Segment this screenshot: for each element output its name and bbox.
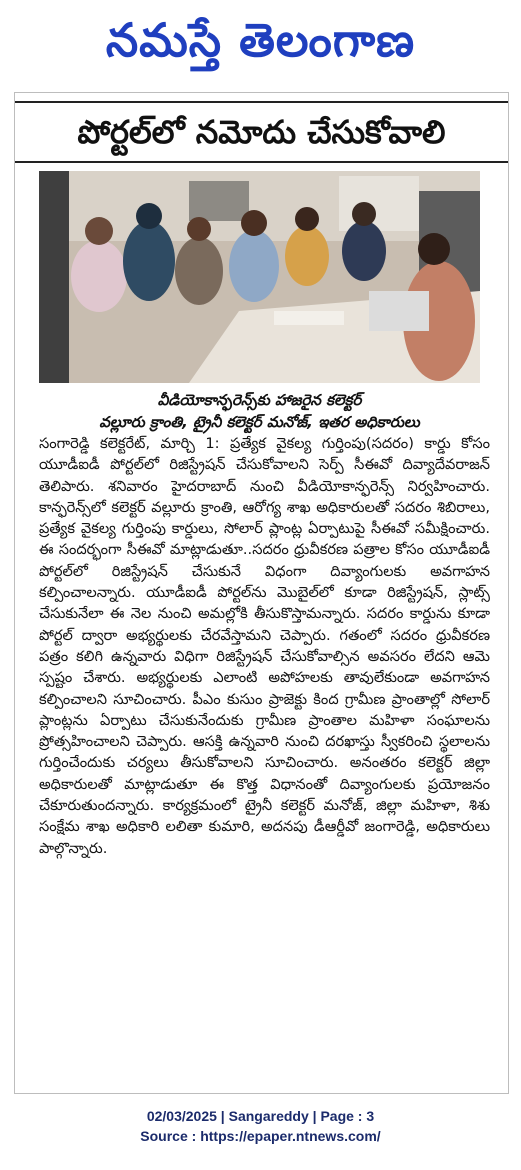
top-rule xyxy=(15,101,508,103)
meeting-photo-illustration xyxy=(39,171,480,383)
article-body xyxy=(39,433,490,859)
photo-caption xyxy=(39,389,480,433)
article-dateline: సంగారెడ్డి కలెక్టరేట్, మార్చి 1: xyxy=(39,435,220,452)
newspaper-masthead xyxy=(0,8,521,72)
source-footer xyxy=(0,1106,521,1146)
footer-date-page: 02/03/2025 | Sangareddy | Page : 3 xyxy=(146,1108,375,1124)
article-headline: పోర్టల్‌లో నమోదు చేసుకోవాలి xyxy=(77,113,446,151)
footer-source-url: Source : https://epaper.ntnews.com/ xyxy=(140,1128,381,1144)
article-photo xyxy=(39,171,480,383)
masthead-logo: నమస్తే తెలంగాణ xyxy=(105,13,416,67)
caption-line-2: వల్లూరు క్రాంతి, ట్రైనీ కలెక్టర్ మనోజ్, ఇతర అధికారులు xyxy=(99,413,420,431)
article-clipping xyxy=(14,92,509,1094)
headline-rule xyxy=(15,161,508,163)
article-body-text: ప్రత్యేక వైకల్య గుర్తింపు(సదరం) కార్డు కోసం యూడీఐడీ పోర్టల్‌లో రిజిస్ట్రేషన్ చేసుకోవాలని సెర్ప్ సీఈవో దివ్యాదేవరాజన్ తెలిపారు. శనివారం హైదరాబాద్ నుంచి వీడియోకాన్ఫరెన్స్ నిర్వహించారు. కాన్ఫరెన్స్‌లో కలెక్టర్ వల్లూరు క్రాంతి, ఆరోగ్య శాఖ అధికారులతో సదరం శిబిరాలు, ప్రత్యేక వైకల్య గుర్తింపు కార్డులు, సోలార్ ప్లాంట్ల ఏర్పాటుపై సీఈవో సమీక్షించారు. ఈ సందర్భంగా సీఈవో మాట్లాడుతూ..సదరం ధ్రువీకరణ పత్రాల కోసం యూడీఐడీ పోర్టల్‌లో రిజిస్ట్రేషన్ చేసుకునే విధంగా దివ్యాంగులకు అవగాహన కల్పించాలన్నారు. యూడీఐడీ పోర్టల్‌ను మొబైల్‌లో కూడా రిజిస్ట్రేషన్, స్లాట్స్ చేసుకునేలా ఈ నెల నుంచి అమల్లోకి తీసుకొస్తామన్నారు. సదరం కార్డును కూడా పోర్టల్ ద్వారా అభ్యర్థులకు చేరవేస్తామని చెప్పారు. గతంలో సదరం ధ్రువీకరణ పత్రం కలిగి ఉన్నవారు విధిగా రిజిస్ట్రేషన్ చేసుకోవాల్సిన అవసరం లేదని ఆమె స్పష్టం చేశారు. అభ్యర్థులకు ఎలాంటి అపోహలకు తావులేకుండా అవగాహన కల్పించాలని సూచించారు. పీఎం కుసుం ప్రాజెక్టు కింద గ్రామీణ ప్రాంతాల్లో సోలార్ ప్లాంట్లను ఏర్పాటు చేసుకునేందుకు గ్రామీణ ప్రాంతాల మహిళా సంఘాలను ప్రోత్సహించాలని చెప్పారు. ఆసక్తి ఉన్నవారి నుంచి దరఖాస్తు స్వీకరించి స్థలాలను గుర్తించేందుకు చర్యలు తీసుకోవాలని సూచించారు. అనంతరం కలెక్టర్ జిల్లా అధికారులతో మాట్లాడుతూ ఈ కొత్త విధానంతో దివ్యాంగులకు ప్రయోజనం చేకూరుతుందన్నారు. కార్యక్రమంలో ట్రైనీ కలెక్టర్ మనోజ్, జిల్లా మహిళా, శిశు సంక్షేమ శాఖ అధికారి లలితా కుమారి, అదనపు డీఆర్డీవో జంగారెడ్డి, అధికారులు పాల్గొన్నారు. xyxy=(39,435,490,857)
caption-line-1: వీడియోకాన్ఫరెన్స్‌కు హాజరైన కలెక్టర్ xyxy=(157,391,362,409)
